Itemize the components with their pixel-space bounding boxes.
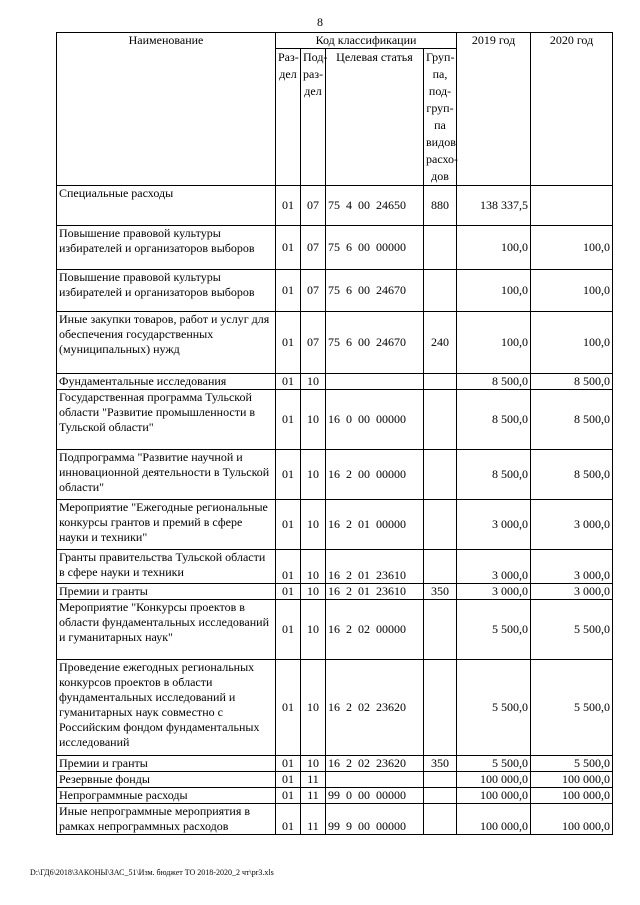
row-razdel: 01 [276, 226, 301, 270]
header-2020: 2020 год [531, 33, 613, 186]
header-celevaya: Целевая статья [326, 49, 424, 186]
row-value-2020: 3 000,0 [531, 500, 613, 550]
header-2019: 2019 год [457, 33, 531, 186]
row-vid-rashodov: 240 [424, 312, 457, 374]
table-row [57, 390, 613, 450]
row-celevaya: 16 2 01 00000 [326, 500, 424, 550]
row-razdel: 01 [276, 450, 301, 500]
row-razdel: 01 [276, 584, 301, 600]
row-celevaya: 16 2 01 23610 [326, 584, 424, 600]
page-number: 8 [317, 15, 323, 29]
row-value-2020: 3 000,0 [531, 550, 613, 584]
row-vid-rashodov [424, 390, 457, 450]
row-name: Резервные фонды [57, 772, 276, 788]
row-value-2020: 100,0 [531, 226, 613, 270]
row-razdel: 01 [276, 500, 301, 550]
row-celevaya: 99 0 00 00000 [326, 788, 424, 804]
table-row [57, 450, 613, 500]
row-value-2020: 100,0 [531, 312, 613, 374]
row-value-2019: 100 000,0 [457, 772, 531, 788]
row-vid-rashodov [424, 450, 457, 500]
row-podrazdel: 07 [301, 312, 326, 374]
row-celevaya: 16 2 01 23610 [326, 550, 424, 584]
row-razdel: 01 [276, 772, 301, 788]
table-row [57, 226, 613, 270]
row-value-2020: 8 500,0 [531, 390, 613, 450]
row-vid-rashodov [424, 374, 457, 390]
row-name: Подпрограмма "Развитие научной и инновационной деятельности в Тульской области" [57, 450, 276, 500]
table-row [57, 600, 613, 660]
row-value-2020: 100 000,0 [531, 772, 613, 788]
row-razdel: 01 [276, 788, 301, 804]
row-name: Гранты правительства Тульской области в сфере науки и техники [57, 550, 276, 584]
row-name: Мероприятие "Ежегодные региональные конкурсы грантов и премий в сфере науки и техники" [57, 500, 276, 550]
row-podrazdel: 07 [301, 270, 326, 312]
row-value-2020: 8 500,0 [531, 450, 613, 500]
row-vid-rashodov [424, 550, 457, 584]
row-value-2019: 5 500,0 [457, 660, 531, 756]
row-razdel: 01 [276, 312, 301, 374]
row-value-2019: 3 000,0 [457, 550, 531, 584]
row-value-2019: 3 000,0 [457, 500, 531, 550]
row-podrazdel: 10 [301, 600, 326, 660]
row-podrazdel: 07 [301, 226, 326, 270]
row-value-2019: 100,0 [457, 270, 531, 312]
header-gruppa: Груп-па, под-груп-па видов расхо-дов [424, 49, 457, 186]
header-razdel: Раз-дел [276, 49, 301, 186]
row-value-2020: 100,0 [531, 270, 613, 312]
row-value-2020 [531, 186, 613, 226]
row-podrazdel: 10 [301, 374, 326, 390]
row-podrazdel: 10 [301, 756, 326, 772]
row-value-2019: 138 337,5 [457, 186, 531, 226]
row-value-2019: 100,0 [457, 312, 531, 374]
row-vid-rashodov [424, 226, 457, 270]
row-vid-rashodov: 880 [424, 186, 457, 226]
row-podrazdel: 10 [301, 660, 326, 756]
row-value-2020: 100 000,0 [531, 788, 613, 804]
row-name: Мероприятие "Конкурсы проектов в области фундаментальных исследований и гуманитарных наук" [57, 600, 276, 660]
file-path-footer: D:\ГД6\2018\ЗАКОНЫ\ЗАС_51\Изм. бюджет ТО 2018-2020_2 чт\pr3.xls [30, 868, 274, 877]
row-name: Государственная программа Тульской области "Развитие промышленности в Тульской области" [57, 390, 276, 450]
row-podrazdel: 10 [301, 450, 326, 500]
table-row [57, 804, 613, 835]
row-celevaya: 75 6 00 24670 [326, 312, 424, 374]
row-vid-rashodov: 350 [424, 584, 457, 600]
table-row [57, 772, 613, 788]
row-value-2019: 5 500,0 [457, 600, 531, 660]
row-name: Проведение ежегодных региональных конкурсов проектов в области фундаментальных исследований и гуманитарных наук совместно с Российским фондом фундаментальных исследований [57, 660, 276, 756]
row-vid-rashodov [424, 270, 457, 312]
row-value-2020: 5 500,0 [531, 660, 613, 756]
row-celevaya: 75 4 00 24650 [326, 186, 424, 226]
table-row [57, 186, 613, 226]
row-value-2020: 100 000,0 [531, 804, 613, 835]
row-celevaya [326, 374, 424, 390]
row-celevaya: 99 9 00 00000 [326, 804, 424, 835]
row-name: Специальные расходы [57, 186, 276, 226]
header-podrazdel: Под-раз-дел [301, 49, 326, 186]
row-podrazdel: 07 [301, 186, 326, 226]
row-value-2019: 100 000,0 [457, 804, 531, 835]
row-value-2019: 8 500,0 [457, 374, 531, 390]
row-name: Иные непрограммные мероприятия в рамках непрограммных расходов [57, 804, 276, 835]
row-razdel: 01 [276, 600, 301, 660]
row-name: Иные закупки товаров, работ и услуг для обеспечения государственных (муниципальных) нужд [57, 312, 276, 374]
row-razdel: 01 [276, 804, 301, 835]
row-value-2020: 3 000,0 [531, 584, 613, 600]
row-name: Повышение правовой культуры избирателей и организаторов выборов [57, 270, 276, 312]
row-value-2019: 100,0 [457, 226, 531, 270]
row-celevaya: 16 2 00 00000 [326, 450, 424, 500]
row-name: Премии и гранты [57, 584, 276, 600]
row-podrazdel: 11 [301, 772, 326, 788]
row-name: Повышение правовой культуры избирателей и организаторов выборов [57, 226, 276, 270]
row-value-2019: 100 000,0 [457, 788, 531, 804]
row-podrazdel: 10 [301, 500, 326, 550]
table-row [57, 550, 613, 584]
row-value-2019: 3 000,0 [457, 584, 531, 600]
row-celevaya: 16 2 02 00000 [326, 600, 424, 660]
table-row [57, 270, 613, 312]
row-razdel: 01 [276, 186, 301, 226]
row-podrazdel: 10 [301, 584, 326, 600]
table-row [57, 756, 613, 772]
row-vid-rashodov [424, 600, 457, 660]
row-vid-rashodov [424, 804, 457, 835]
row-vid-rashodov [424, 500, 457, 550]
row-podrazdel: 10 [301, 550, 326, 584]
row-value-2020: 5 500,0 [531, 756, 613, 772]
row-razdel: 01 [276, 270, 301, 312]
table-row [57, 500, 613, 550]
row-podrazdel: 11 [301, 788, 326, 804]
row-vid-rashodov [424, 788, 457, 804]
row-name: Премии и гранты [57, 756, 276, 772]
row-podrazdel: 11 [301, 804, 326, 835]
row-celevaya [326, 772, 424, 788]
row-celevaya: 75 6 00 00000 [326, 226, 424, 270]
row-celevaya: 16 2 02 23620 [326, 756, 424, 772]
row-value-2019: 5 500,0 [457, 756, 531, 772]
row-value-2020: 5 500,0 [531, 600, 613, 660]
row-vid-rashodov [424, 772, 457, 788]
table-row [57, 660, 613, 756]
row-celevaya: 16 2 02 23620 [326, 660, 424, 756]
row-value-2020: 8 500,0 [531, 374, 613, 390]
row-vid-rashodov [424, 660, 457, 756]
row-razdel: 01 [276, 374, 301, 390]
row-name: Непрограммные расходы [57, 788, 276, 804]
row-razdel: 01 [276, 550, 301, 584]
row-podrazdel: 10 [301, 390, 326, 450]
row-value-2019: 8 500,0 [457, 450, 531, 500]
row-razdel: 01 [276, 660, 301, 756]
row-celevaya: 75 6 00 24670 [326, 270, 424, 312]
row-vid-rashodov: 350 [424, 756, 457, 772]
row-name: Фундаментальные исследования [57, 374, 276, 390]
header-code: Код классификации [276, 33, 457, 49]
row-celevaya: 16 0 00 00000 [326, 390, 424, 450]
budget-table [56, 32, 613, 835]
row-razdel: 01 [276, 390, 301, 450]
row-razdel: 01 [276, 756, 301, 772]
table-row [57, 584, 613, 600]
table-row [57, 312, 613, 374]
table-row [57, 788, 613, 804]
table-row [57, 374, 613, 390]
row-value-2019: 8 500,0 [457, 390, 531, 450]
header-name: Наименование [57, 33, 276, 186]
